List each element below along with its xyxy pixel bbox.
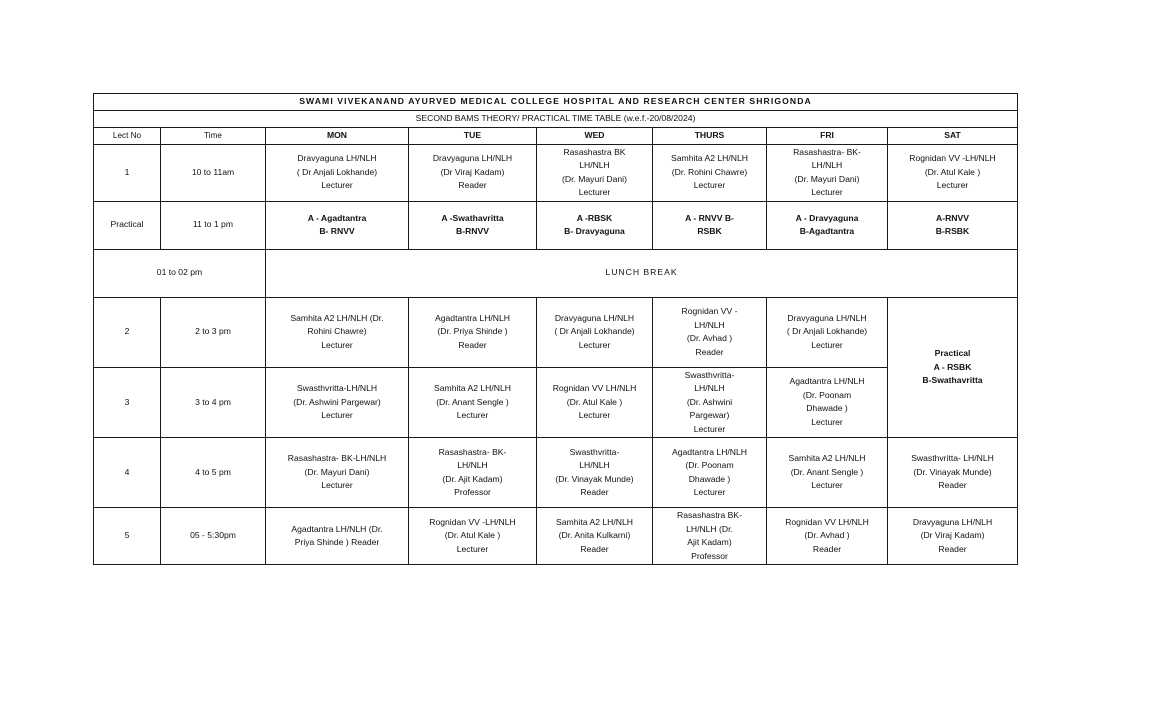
cell-line: Reader [812,543,842,554]
sat-cell [888,201,1018,249]
lect-no-cell: 1 [94,144,161,201]
col-header-sat: SAT [888,127,1018,144]
cell-line: Dhawade ) [806,403,848,414]
mon-cell [266,201,409,249]
cell-line: Practical [934,348,971,358]
cell-line: Rasashastra BK [563,146,626,157]
cell-line: (Dr. Mayuri Dani) [794,173,860,184]
timetable [93,93,1018,565]
cell-line: B-Swathavritta [922,375,983,385]
cell-line: Lecturer [693,423,726,434]
time-cell: 3 to 4 pm [161,367,266,438]
cell-line: Lecturer [811,416,843,427]
tue-cell [409,144,537,201]
lect-no-cell: 5 [94,508,161,565]
cell-line: Rognidan VV -LH/NLH [429,516,516,527]
cell-line: ( Dr Anjali Lokhande) [786,326,868,337]
cell-line: (Dr. Ashwini Pargewar) [293,396,381,407]
sat-cell [888,144,1018,201]
cell-line: Dravyaguna LH/NLH [432,153,513,164]
lect-no-cell: Practical [94,201,161,249]
header-row [94,127,1018,144]
lect-no-cell: 2 [94,297,161,367]
cell-line: Lecturer [321,180,353,191]
cell-line: (Dr. Poonam [685,460,734,470]
cell-line: Agadtantra LH/NLH (Dr. [291,523,383,534]
wed-cell [537,508,653,565]
col-header-tue: TUE [409,127,537,144]
mon-cell [266,438,409,508]
sat-cell [888,508,1018,565]
sat-practical-cell [888,297,1018,438]
cell-line: LH/NLH [457,460,488,470]
table-row-lect-1 [94,144,1018,201]
cell-line: Reader [938,543,967,554]
mon-cell [266,367,409,438]
cell-line: (Dr. Avhad ) [686,333,733,343]
cell-line: Dhawade ) [688,473,731,484]
cell-line: (Dr. Mayuri Dani) [304,466,370,477]
tue-cell [409,438,537,508]
table-row-lect-2 [94,297,1018,367]
fri-cell [767,438,888,508]
cell-line: (Dr. Rohini Chawre) [671,166,748,177]
col-header-time: Time [161,127,266,144]
col-header-mon: MON [266,127,409,144]
cell-line: Dravyaguna LH/NLH [297,153,377,164]
cell-line: Lecturer [936,180,969,191]
cell-line: LH/NLH [579,160,610,170]
cell-line: Lecturer [578,339,611,350]
cell-line: (Dr. Vinayak Munde) [913,466,992,477]
time-cell: 11 to 1 pm [161,201,266,249]
cell-line: Swasthvritta-LH/NLH [296,383,378,393]
cell-line: (Dr. Atul Kale ) [924,166,981,177]
lect-no-cell: 3 [94,367,161,438]
cell-line: (Dr. Atul Kale ) [444,530,501,541]
fri-cell [767,297,888,367]
cell-line: (Dr. Anita Kulkarni) [558,530,631,541]
time-cell: 10 to 11am [161,144,266,201]
wed-cell [537,438,653,508]
table-row-practical [94,201,1018,249]
lunch-time-cell: 01 to 02 pm [94,249,266,297]
cell-line: Rasashastra- BK- [438,446,507,457]
cell-line: Rohini Chawre) [307,326,367,337]
cell-line: B- RNVV [319,226,355,236]
cell-line: Lecturer [693,487,726,497]
cell-line: Professor [454,487,491,497]
cell-line: Dravyaguna LH/NLH [554,312,635,323]
cell-line: ( Dr Anjali Lokhande) [296,166,378,177]
fri-cell [767,367,888,438]
cell-line: A - RSBK [933,361,972,372]
sat-cell [888,438,1018,508]
cell-line: Dravyaguna LH/NLH [787,312,867,323]
cell-line: (Dr. Priya Shinde ) [437,326,508,337]
thurs-cell [653,508,767,565]
cell-line: A - Agadtantra [307,212,367,223]
cell-line: (Dr. Atul Kale ) [566,396,623,407]
cell-line: Rasashastra- BK-LH/NLH [287,453,387,464]
cell-line: Lecturer [811,480,843,491]
cell-line: Reader [458,339,487,350]
lunch-break-label: LUNCH BREAK [266,249,1018,297]
cell-line: Lecturer [321,339,353,350]
cell-line: Samhita A2 LH/NLH [671,153,748,164]
cell-line: Lecturer [811,187,843,197]
cell-line: A -Swathavritta [441,212,504,223]
time-cell: 4 to 5 pm [161,438,266,508]
wed-cell [537,367,653,438]
col-header-wed: WED [537,127,653,144]
cell-line: Dravyaguna LH/NLH [912,516,993,527]
time-cell: 2 to 3 pm [161,297,266,367]
wed-cell [537,144,653,201]
cell-line: Rognidan VV - [681,306,738,316]
cell-line: Lecturer [456,410,489,420]
cell-line: Pargewar) [689,410,730,420]
cell-line: Lecturer [693,180,726,191]
cell-line: (Dr. Ashwini [686,396,733,407]
cell-line: LH/NLH [811,160,843,170]
cell-line: (Dr Viraj Kadam) [920,530,985,541]
cell-line: Priya Shinde ) Reader [294,537,380,547]
tue-cell [409,297,537,367]
cell-line: Professor [691,550,728,561]
cell-line: RSBK [697,226,722,236]
cell-line: B-RNVV [456,226,489,236]
time-cell: 05 - 5:30pm [161,508,266,565]
cell-line: A-RNVV [936,212,969,223]
thurs-cell [653,144,767,201]
cell-line: Rognidan VV LH/NLH [552,383,637,393]
thurs-cell [653,201,767,249]
cell-line: Agadtantra LH/NLH [789,376,865,387]
cell-line: LH/NLH [579,460,610,470]
cell-line: Lecturer [578,410,611,420]
cell-line: (Dr. Anant Sengle ) [436,396,509,407]
tue-cell [409,367,537,438]
col-header-lect-no: Lect No [94,127,161,144]
cell-line: Samhita A2 LH/NLH (Dr. [290,312,384,323]
cell-line: Rognidan VV LH/NLH [785,516,869,527]
tue-cell [409,508,537,565]
cell-line: LH/NLH (Dr. [686,523,733,534]
cell-line: Lecturer [578,187,611,197]
fri-cell [767,508,888,565]
cell-line: A - RNVV B- [685,212,734,223]
cell-line: Samhita A2 LH/NLH [434,383,511,393]
cell-line: (Dr. Poonam [802,389,852,400]
cell-line: Samhita A2 LH/NLH [556,516,633,527]
wed-cell [537,201,653,249]
col-header-thurs: THURS [653,127,767,144]
cell-line: Swasthvritta- [684,369,735,380]
cell-line: Lecturer [456,543,489,554]
table-row-lect-3 [94,367,1018,438]
thurs-cell [653,297,767,367]
cell-line: B-RSBK [935,226,970,236]
lect-no-cell: 4 [94,438,161,508]
cell-line: Agadtantra LH/NLH [435,312,510,323]
fri-cell [767,201,888,249]
timetable-subtitle: SECOND BAMS THEORY/ PRACTICAL TIME TABLE (w.e.f.-20/08/2024) [94,110,1018,127]
col-header-fri: FRI [767,127,888,144]
cell-line: Lecturer [321,480,353,491]
cell-line: (Dr. Vinayak Munde) [555,473,634,484]
cell-line: (Dr. Mayuri Dani) [562,173,627,184]
wed-cell [537,297,653,367]
cell-line: B-Agadtantra [799,226,855,236]
table-row-lect-5 [94,508,1018,565]
mon-cell [266,297,409,367]
cell-line: Ajit Kadam) [687,537,732,547]
cell-line: Lecturer [811,339,843,350]
cell-line: Swasthvritta- LH/NLH [911,453,994,464]
tue-cell [409,201,537,249]
cell-line: (Dr. Anant Sengle ) [790,466,864,477]
cell-line: Lecturer [321,410,353,420]
fri-cell [767,144,888,201]
cell-line: Reader [695,346,724,357]
cell-line: (Dr Viraj Kadam) [440,166,505,177]
cell-line: Reader [580,487,609,497]
cell-line: Rognidan VV -LH/NLH [909,153,996,164]
cell-line: A - Dravyaguna [795,212,859,223]
cell-line: LH/NLH [694,383,725,393]
cell-line: (Dr. Avhad ) [804,530,850,541]
cell-line: Reader [938,480,967,491]
college-title: SWAMI VIVEKANAND AYURVED MEDICAL COLLEGE HOSPITAL AND RESEARCH CENTER SHRIGONDA [94,94,1018,111]
mon-cell [266,144,409,201]
cell-line: Reader [580,543,609,554]
cell-line: Reader [458,180,487,191]
table-row-lunch [94,249,1018,297]
cell-line: Swasthvritta- [569,446,620,457]
cell-line: Agadtantra LH/NLH [672,446,747,457]
cell-line: A -RBSK [576,212,613,223]
cell-line: ( Dr Anjali Lokhande) [554,326,635,337]
cell-line: Rasashastra BK- [677,510,742,520]
cell-line: Samhita A2 LH/NLH [788,453,866,464]
mon-cell [266,508,409,565]
thurs-cell [653,438,767,508]
cell-line: Rasashastra- BK- [793,146,861,157]
cell-line: (Dr. Ajit Kadam) [442,473,503,484]
cell-line: B- Dravyaguna [564,226,625,236]
cell-line: LH/NLH [694,319,725,330]
table-row-lect-4 [94,438,1018,508]
thurs-cell [653,367,767,438]
